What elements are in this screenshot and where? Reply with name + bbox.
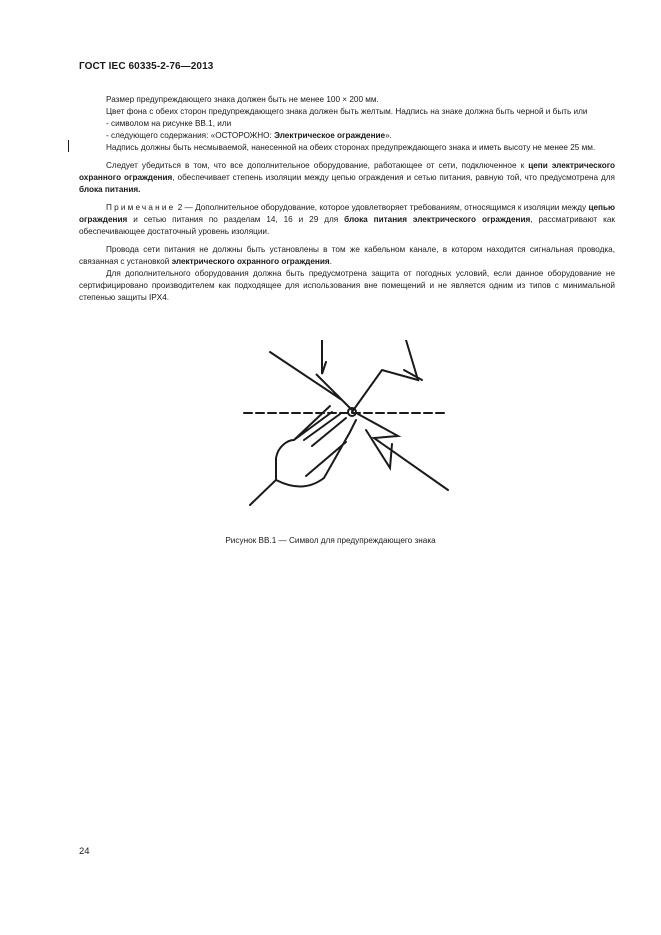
list-item-text: - следующего содержания: «ОСТОРОЖНО: Электрическое ограждение». xyxy=(106,131,392,140)
lightning-bolt-left-icon xyxy=(270,352,352,410)
paragraph-insulation: Следует убедиться в том, что все дополнительное оборудование, работающее от сети, подключенное к цепи электрического охранного ограждения, обеспечивает степень изоляции между цепью ограждения и сетью питания, равную той, что предусмотрена для блока питания. xyxy=(79,161,615,194)
change-bar xyxy=(68,140,69,152)
paragraph-weather-protection: Для дополнительного оборудования должна быть предусмотрена защита от погодных условий, если данное оборудование не сертифицировано производителем как подходящее для использования вне помещений и не является одним из типов с минимальной степенью защиты IPX4. xyxy=(79,269,615,302)
warning-symbol-figure xyxy=(236,340,456,520)
list-item-symbol: - символом на рисунке ВВ.1, или xyxy=(106,119,232,128)
hand-icon xyxy=(250,406,356,505)
page-number: 24 xyxy=(79,846,90,857)
paragraph-sign-color: Цвет фона с обеих сторон предупреждающего знака должен быть желтым. Надпись на знаке должна быть черной и быть или xyxy=(106,107,588,116)
lightning-bolt-lower-icon xyxy=(358,414,448,490)
document-header: ГОСТ IEC 60335-2-76—2013 xyxy=(79,61,214,72)
paragraph-inscription: Надпись должны быть несмываемой, нанесенной на обеих сторонах предупреждающего знака и иметь высоту не менее 25 мм. xyxy=(106,143,596,152)
paragraph-sign-size: Размер предупреждающего знака должен быть не менее 100 × 200 мм. xyxy=(106,95,379,104)
note-2: Примечание 2 — Дополнительное оборудование, которое удовлетворяет требованиям, относящимся к изоляции между цепью ограждения и сетью питания по разделам 14, 16 и 29 для блока питания электрического ограждения, рассматривают как обеспечивающее достаточный уровень изоляции. xyxy=(79,203,615,236)
paragraph-cabling: Провода сети питания не должны быть установлены в том же кабельном канале, в котором находится сигнальная проводка, связанная с установкой электрического охранного ограждения. xyxy=(79,245,615,266)
figure-caption: Рисунок ВВ.1 — Символ для предупреждающего знака xyxy=(225,536,436,545)
lightning-bolt-top-icon xyxy=(322,340,326,374)
lightning-bolt-right-icon xyxy=(352,340,418,412)
body-text xyxy=(79,94,615,304)
